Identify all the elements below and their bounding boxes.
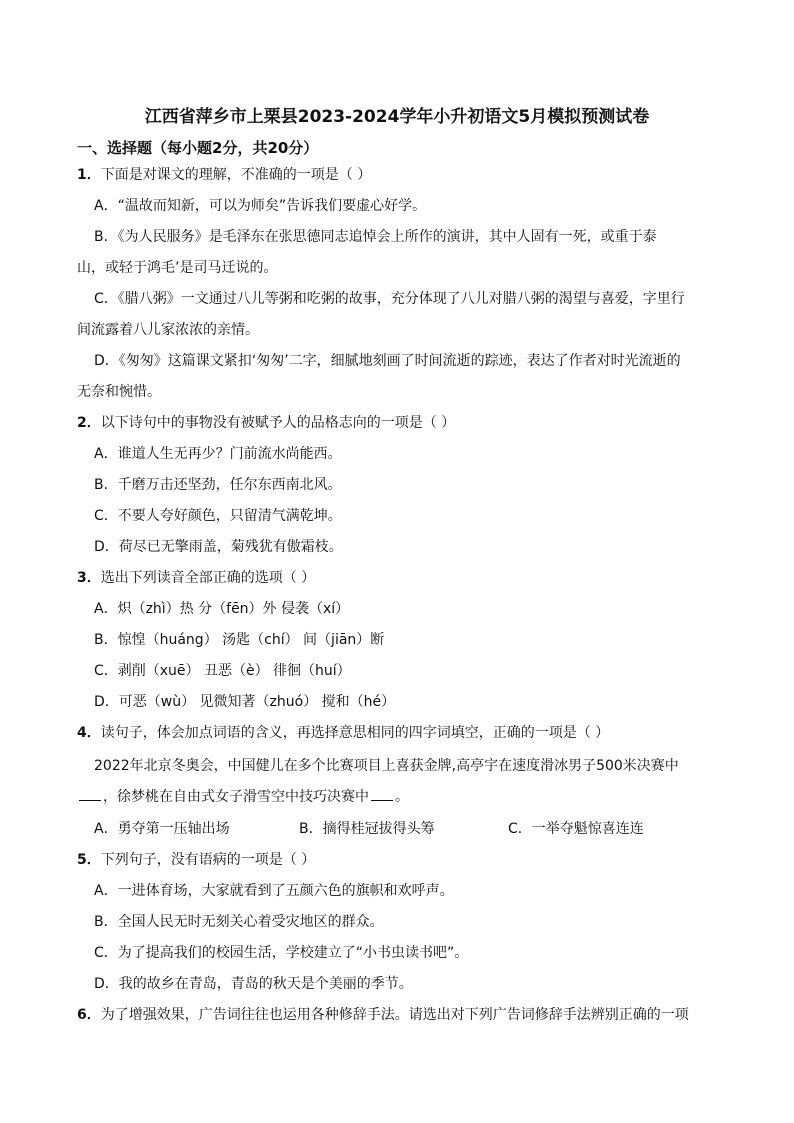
option-d-continued: 无奈和惋惜。 xyxy=(77,384,161,400)
question-5 xyxy=(77,849,315,871)
option-b-continued: 山，或轻于鸿毛’是司马迁说的。 xyxy=(77,260,278,276)
question-number: 3． xyxy=(77,570,101,586)
question-number: 1． xyxy=(77,167,101,183)
question-stem: 选出下列读音全部正确的选项（ ） xyxy=(100,570,316,586)
question-stem: 为了增强效果，广告词往往也运用各种修辞手法。请选出对下列广告词修辞手法辨别正确的一项 xyxy=(100,1007,689,1023)
option-d: D．可恶（wù） 见微知著（zhuó） 搅和（hé） xyxy=(94,694,396,710)
question-stem: 读句子，体会加点词语的含义，再选择意思相同的四字词填空，正确的一项是（ ） xyxy=(100,725,610,741)
option-c: C．《腊八粥》一文通过八儿等粥和吃粥的故事，充分体现了八儿对腊八粥的渴望与喜爱，字里行 xyxy=(94,291,685,307)
option-c: C．不要人夸好颜色，只留清气满乾坤。 xyxy=(94,508,342,524)
option-c: C．一举夺魁惊喜连连 xyxy=(508,821,644,837)
option-d: D．《匆匆》这篇课文紧扣‘匆匆’二字，细腻地刻画了时间流逝的踪迹，表达了作者对时光流逝的 xyxy=(94,353,681,369)
question-stem: 下列句子，没有语病的一项是（ ） xyxy=(100,852,316,868)
option-b: B．惊惶（huáng） 汤匙（chí） 间（jiān）断 xyxy=(94,632,385,648)
page-title: 江西省萍乡市上栗县2023-2024学年小升初语文5月模拟预测试卷 xyxy=(144,107,650,127)
option-a: A．一进体育场，大家就看到了五颜六色的旗帜和欢呼声。 xyxy=(94,883,454,899)
option-a: A．谁道人生无再少？门前流水尚能西。 xyxy=(94,446,342,462)
fill-blank-2 xyxy=(371,786,393,801)
fill-blank-1 xyxy=(79,786,101,801)
option-a: A．炽（zhì）热 分（fēn）外 侵袭（xí） xyxy=(94,601,350,617)
passage-line-2 xyxy=(77,786,409,808)
option-d: D．我的故乡在青岛，青岛的秋天是个美丽的季节。 xyxy=(94,976,413,992)
option-b: B．《为人民服务》是毛泽东在张思德同志追悼会上所作的演讲，其中人固有一死，或重于泰 xyxy=(94,229,657,245)
section-heading: 一、选择题（每小题2分，共20分） xyxy=(77,139,319,157)
option-c: C．为了提高我们的校园生活，学校建立了“小书虫读书吧”。 xyxy=(94,945,469,961)
question-2 xyxy=(77,412,455,434)
question-number: 5． xyxy=(77,852,101,868)
option-a: A．勇夺第一压轴出场 xyxy=(94,821,230,837)
option-b: B．千磨万击还坚劲，任尔东西南北风。 xyxy=(94,477,342,493)
question-number: 6． xyxy=(77,1007,101,1023)
question-1 xyxy=(77,164,371,186)
option-b: B．摘得桂冠拔得头筹 xyxy=(299,821,435,837)
question-3 xyxy=(77,567,315,589)
option-c: C．剥削（xuē） 丑恶（è） 徘徊（huí） xyxy=(94,663,351,679)
question-number: 2． xyxy=(77,415,101,431)
question-number: 4． xyxy=(77,725,101,741)
question-6 xyxy=(77,1004,689,1026)
passage-text: ，徐梦桃在自由式女子滑雪空中技巧决赛中 xyxy=(103,789,369,805)
option-a: A．“温故而知新，可以为师矣”告诉我们要虚心好学。 xyxy=(94,198,427,214)
option-d: D．荷尽已无擎雨盖，菊残犹有傲霜枝。 xyxy=(94,539,343,555)
option-c-continued: 间流露着八儿家浓浓的亲情。 xyxy=(77,322,259,338)
question-stem: 以下诗句中的事物没有被赋予人的品格志向的一项是（ ） xyxy=(100,415,456,431)
question-stem: 下面是对课文的理解，不准确的一项是（ ） xyxy=(100,167,372,183)
passage-end: 。 xyxy=(395,789,409,805)
question-4 xyxy=(77,722,609,744)
passage-line-1: 2022年北京冬奥会，中国健儿在多个比赛项目上喜获金牌,高亭宇在速度滑冰男子500米决赛中 xyxy=(94,758,679,774)
option-b: B．全国人民无时无刻关心着受灾地区的群众。 xyxy=(94,914,384,930)
